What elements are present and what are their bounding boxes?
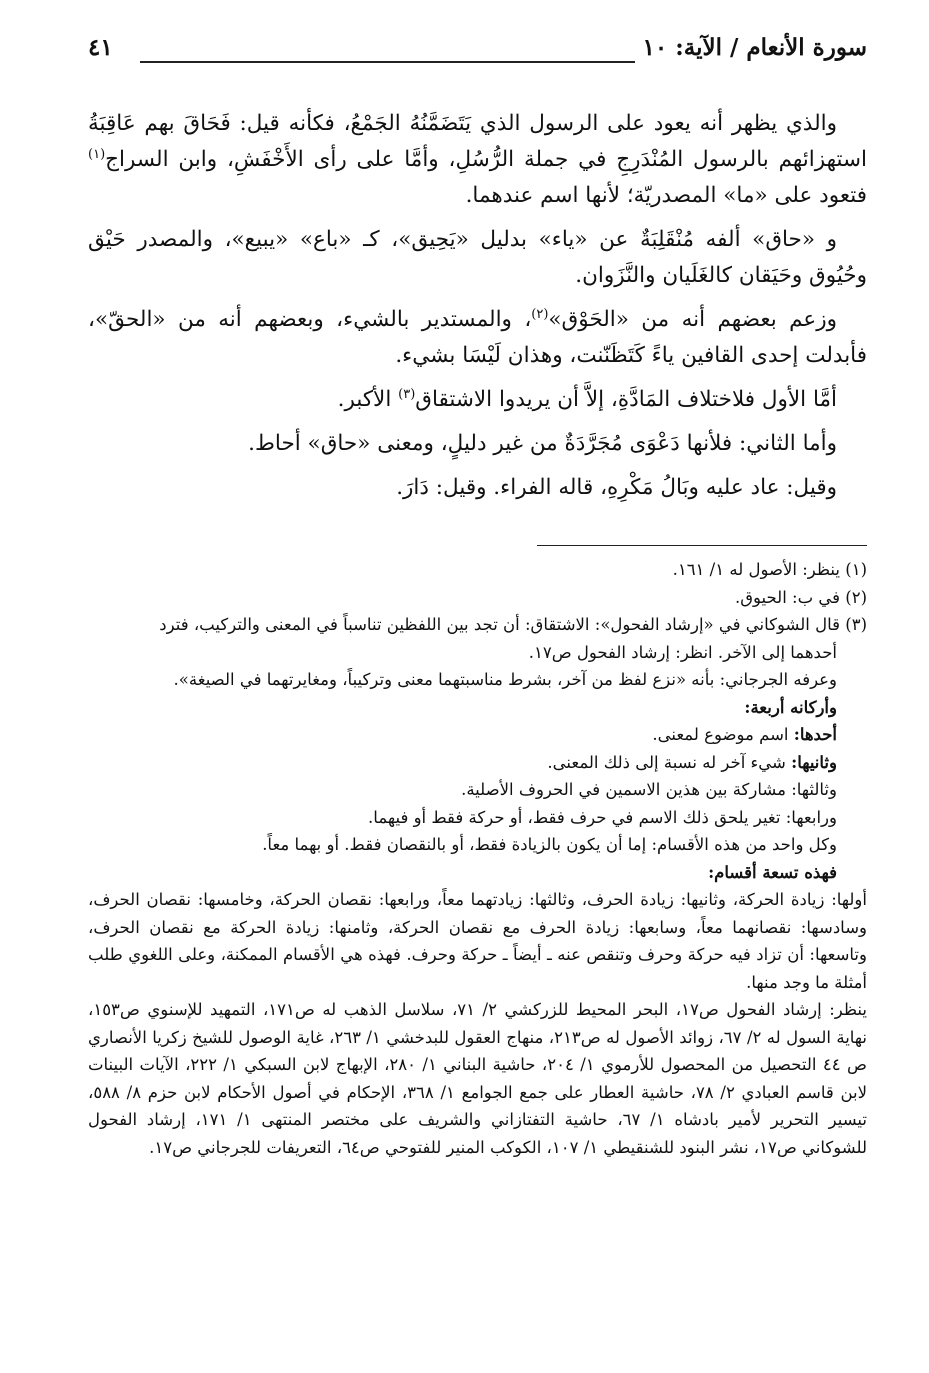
references: ينظر: إرشاد الفحول ص١٧، البحر المحيط للزركشي ٢/ ٧١، سلاسل الذهب له ص١٧١، التمهيد للإسنوي ص١٥٣، نهاية السول له ٢/ ٦٧، زوائد الأصول له ص٢١٣، منهاج العقول للبدخشي ١/ ٢٦٣، غاية الوصول للشيخ زكريا الأنصاري ص ٤٤ التحصيل من المحصول للأرموي ١/ ٢٠٤، حاشية البناني ١/ ٢٨٠، الإبهاج لابن السبكي ١/ ٢٢٢، الآيات البينات لابن قاسم العبادي ٢/ ٧٨، حاشية العطار على جمع الجوامع ١/ ٣٦٨، الإحكام في أصول الأحكام لابن حزم ٨/ ٥٨٨، تيسير التحرير لأمير بادشاه ١/ ٦٧، حاشية التفتازاني والشريف على مختصر المنتهى ١/ ١٧١، إرشاد الفحول للشوكاني ص١٧، نشر البنود للشنقيطي ١/ ١٠٧، الكوكب المنير للفتوحي ص٦٤، التعريفات للجرجاني ص١٧. [88,1000,868,1157]
paragraph [88,106,867,214]
footnote-ref: (١) [88,146,106,162]
paragraph-text: وزعم بعضهم أنه من «الحَوْق» [548,307,837,332]
paragraph-text: و «حاق» ألفه مُنْقَلِبَةٌ عن «ياء» بدليل «يَحِيق»، كـ «باع» «يبيع»، والمصدر حَيْق وحُيُوق وحَيَقان كالغَلَيان والنَّزَوان. [88,227,867,288]
rukn-3: وثالثها: مشاركة بين هذين الاسمين في الحروف الأصلية. [461,780,837,799]
footnote-1: (١) ينظر: الأصول له ١/ ١٦١. [672,560,867,579]
paragraph-text: وأما الثاني: فلأنها دَعْوَى مُجَرَّدَةٌ من غير دليلٍ، ومعنى «حاق» أحاط. [248,431,837,456]
paragraph-text: الأكبر. [337,387,392,412]
header-rule [140,61,635,63]
paragraph [88,302,867,374]
rukn-1 [88,721,867,749]
jurjani-definition: وعرفه الجرجاني: بأنه «نزع لفظ من آخر، بشرط مناسبتهما معنى وتركيباً، ومغايرتهما في الصيغة». [173,670,837,689]
kull-line: وكل واحد من هذه الأقسام: إما أن يكون بالزيادة فقط، أو بالنقصان فقط. أو بهما معاً. [262,835,837,854]
page-number: ٤١ [88,34,113,61]
paragraph [88,222,867,294]
main-text [88,106,867,514]
paragraph-text: فتعود على «ما» المصدريّة؛ لأنها اسم عندهما. [465,183,867,208]
rukn-2 [88,749,867,777]
page-header [88,30,867,70]
paragraph-text: والذي يظهر أنه يعود على الرسول الذي يَتَضَمَّنُهُ الجَمْعُ، فكأنه قيل: فَحَاقَ بهم عَاقِبَةُ استهزائهم بالرسول المُنْدَرِجِ في جملة الرُّسُلِ، وأمَّا على رأى الأَخْفَشِ، وابن السراج [88,111,867,172]
aqsam-text: أولها: زيادة الحركة، وثانيها: زيادة الحرف، وثالثها: زيادتهما معاً، ورابعها: نقصان الحركة، وخامسها: نقصان الحرف، وسادسها: نقصانهما معاً، وسابعها: زيادة الحرف مع نقصان الحركة، وثامنها: زيادة الحركة مع نقصان الحرف، وتاسعها: أن تزاد فيه حركة وحرف وتنقص عنه ـ أيضاً ـ حركة وحرف. فهذه هي الأقسام الممكنة، وعلى اللغوي طلب أمثلة ما وجد منها. [88,890,867,992]
rukn-2-label: وثانيها: [791,752,837,772]
header-title: سورة الأنعام / الآية: ١٠ [642,34,867,61]
footnote-ref: (٣) [398,386,416,402]
footnote-3-cont: أحدهما إلى الآخر. انظر: إرشاد الفحول ص١٧. [528,642,837,662]
paragraph [88,470,867,506]
rukn-1-label: أحدها: [793,725,837,744]
aqsam-heading: فهذه تسعة أقسام: [708,862,837,882]
footnote-2: (٢) في ب: الحيوق. [734,587,867,607]
paragraph-text: ، والمستدير بالشيء، وبعضهم أنه من «الحقّ»، فأبدلت إحدى القافين ياءً كَتَظَنّنت، وهذان لَيْسَا بشيء. [88,307,867,368]
rukn-4: ورابعها: تغير يلحق ذلك الاسم في حرف فقط، أو حركة فقط أو فيهما. [368,807,837,827]
footnote-ref: (٢) [531,306,549,322]
paragraph [88,426,867,462]
paragraph [88,382,867,418]
footnote-separator [537,545,867,546]
footnote-3: (٣) قال الشوكاني في «إرشاد الفحول»: الاشتقاق: أن تجد بين اللفظين تناسباً في المعنى والتركيب، فترد [159,615,867,634]
rukn-2-text: شيء آخر له نسبة إلى ذلك المعنى. [547,752,786,772]
arkan-heading: وأركانه أربعة: [744,697,837,717]
footnotes [88,556,867,1161]
rukn-1-text: اسم موضوع لمعنى. [652,725,789,744]
paragraph-text: أمَّا الأول فلاختلاف المَادَّةِ، إلاَّ أن يريدوا الاشتقاق [415,387,837,412]
paragraph-text: وقيل: عاد عليه وبَالُ مَكْرِهِ، قاله الفراء. وقيل: دَارَ. [396,475,837,500]
